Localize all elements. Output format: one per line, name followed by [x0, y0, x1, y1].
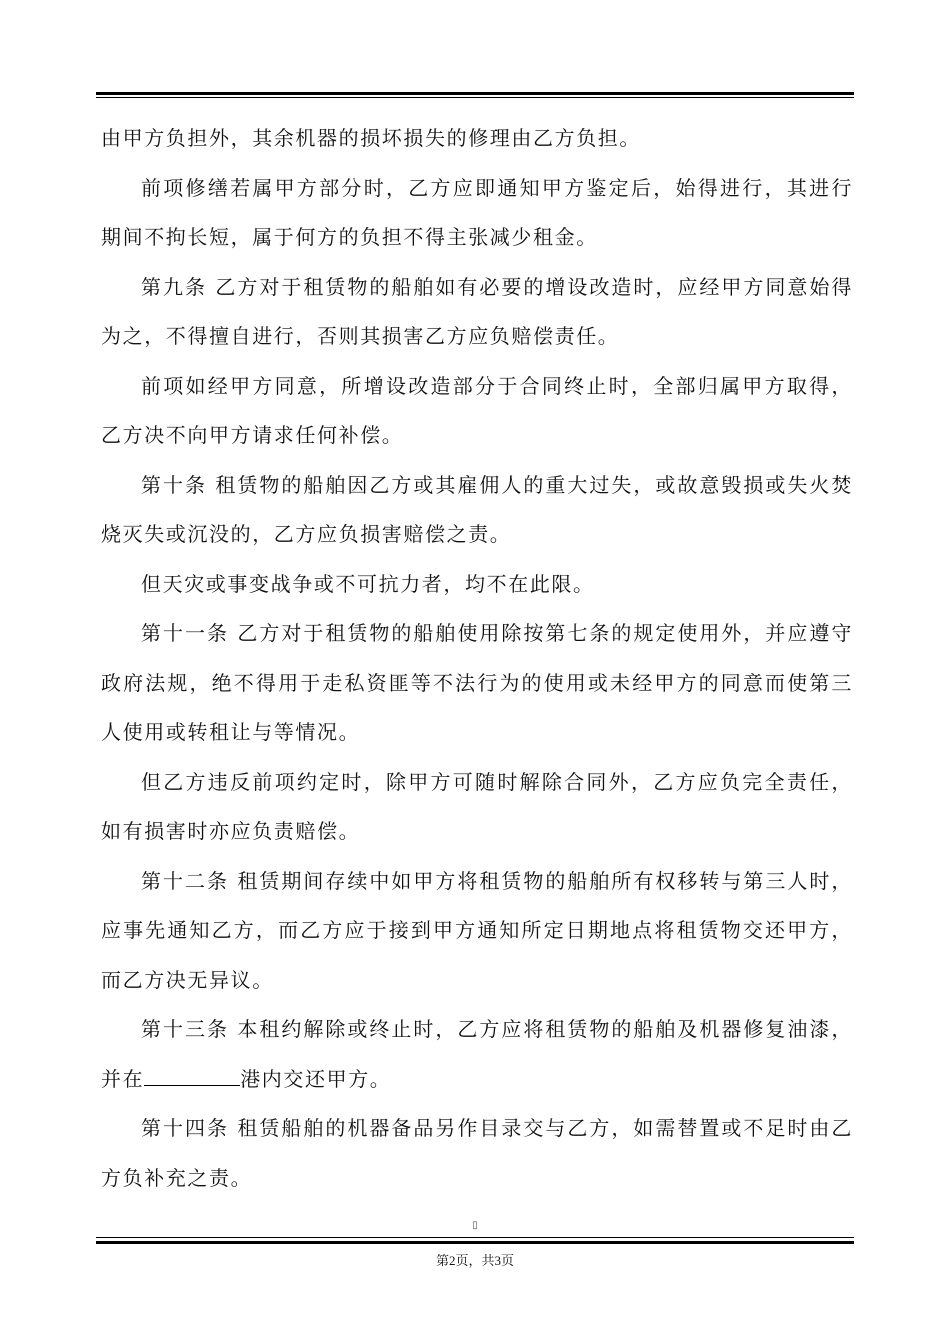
paragraph-article-10: 第十条 租赁物的船舶因乙方或其雇佣人的重大过失，或故意毁损或失火焚烧灭失或沉没的，乙方应负损害赔偿之责。 [101, 472, 853, 546]
paragraph-article-14: 第十四条 租赁船舶的机器备品另作目录交与乙方，如需替置或不足时由乙方负补充之责。 [101, 1116, 853, 1190]
paragraph: 由甲方负担外，其余机器的损坏损失的修理由乙方负担。 [101, 126, 641, 150]
paragraph: 前项修缮若属甲方部分时，乙方应即通知甲方鉴定后，始得进行，其进行期间不拘长短，属于何方的负担不得主张减少租金。 [101, 175, 853, 249]
header-rule-thick [96, 92, 854, 95]
fill-in-blank-port[interactable] [144, 1067, 240, 1086]
header-rule-thin [96, 97, 854, 98]
paragraph-article-9: 第九条 乙方对于租赁物的船舶如有必要的增设改造时，应经甲方同意始得为之，不得擅自进行，否则其损害乙方应负赔偿责任。 [101, 274, 853, 348]
footer-rule-thin [96, 1237, 854, 1238]
paragraph: 但天灾或事变战争或不可抗力者，均不在此限。 [141, 571, 595, 596]
paragraph-article-11: 第十一条 乙方对于租赁物的船舶使用除按第七条的规定使用外，并应遵守政府法规，绝不得用于走私资匪等不法行为的使用或未经甲方的同意而使第三人使用或转租让与等情况。 [101, 621, 853, 744]
article-13-text-before: 第十三条 本租约解除或终止时，乙方应将租赁物的船舶及机器修复油漆，并在 [101, 1017, 853, 1091]
article-13-text-after: 港内交还甲方。 [240, 1066, 392, 1091]
paragraph: 前项如经甲方同意，所增设改造部分于合同终止时，全部归属甲方取得，乙方决不向甲方请求任何补偿。 [101, 373, 853, 447]
page-mark-glyph: ▯ [472, 1220, 478, 1231]
paragraph-article-13 [101, 1005, 853, 1104]
paragraph-article-12: 第十二条 租赁期间存续中如甲方将租赁物的船舶所有权移转与第三人时，应事先通知乙方，而乙方应于接到甲方通知所定日期地点将租赁物交还甲方，而乙方决无异议。 [101, 868, 853, 992]
page-footer: 第2页，共3页 [435, 1253, 514, 1268]
document-body [101, 114, 853, 1203]
footer-rule-thick [96, 1241, 854, 1244]
paragraph: 但乙方违反前项约定时，除甲方可随时解除合同外，乙方应负完全责任，如有损害时亦应负责赔偿。 [101, 769, 853, 843]
